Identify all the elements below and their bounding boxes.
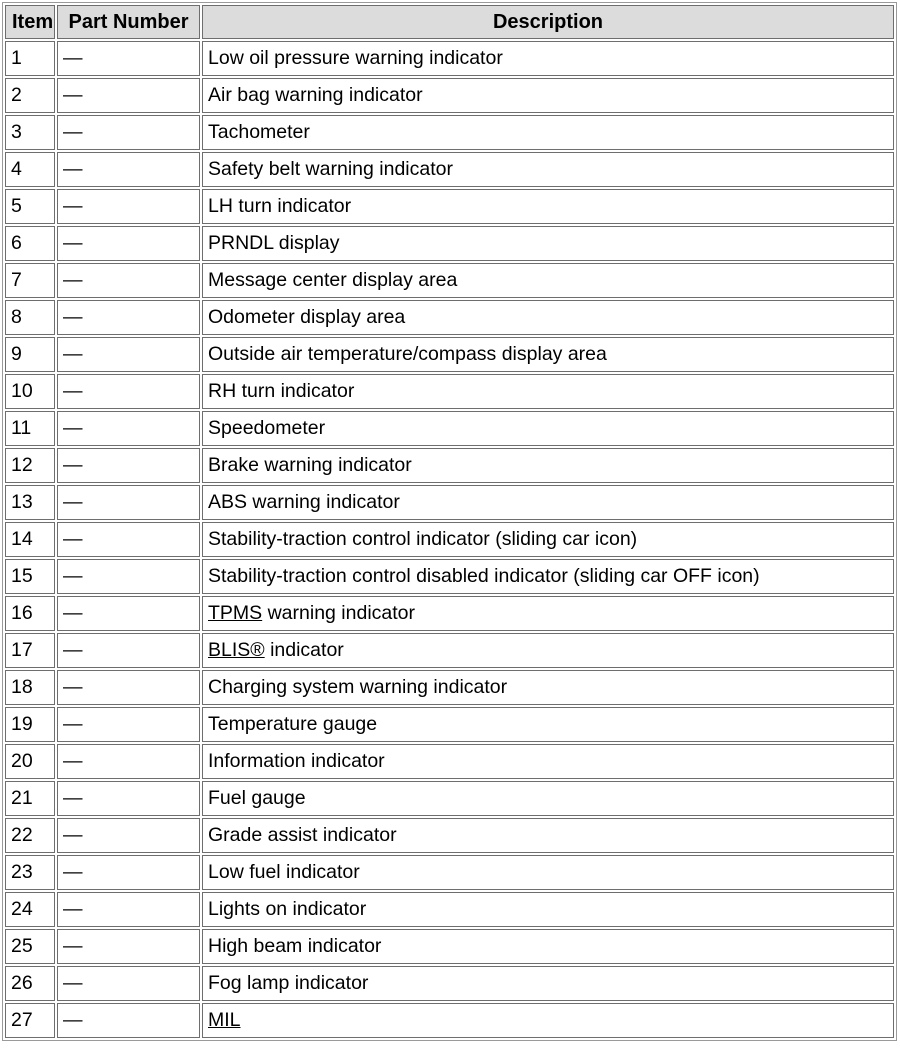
description-text: RH turn indicator	[208, 380, 355, 402]
description-cell	[202, 152, 894, 187]
table-row	[5, 522, 894, 557]
item-cell: 19	[5, 707, 55, 742]
part-number-cell: —	[57, 855, 200, 890]
table-row	[5, 78, 894, 113]
description-text: Low oil pressure warning indicator	[208, 47, 503, 69]
item-cell: 4	[5, 152, 55, 187]
description-cell	[202, 966, 894, 1001]
part-number-cell: —	[57, 152, 200, 187]
description-cell	[202, 300, 894, 335]
part-number-cell: —	[57, 374, 200, 409]
item-cell: 26	[5, 966, 55, 1001]
part-number-cell: —	[57, 337, 200, 372]
table-row	[5, 596, 894, 631]
description-text: indicator	[264, 639, 344, 661]
part-number-cell: —	[57, 744, 200, 779]
description-text: Stability-traction control indicator (sliding car icon)	[208, 528, 638, 550]
table-row	[5, 781, 894, 816]
part-number-cell: —	[57, 411, 200, 446]
description-cell	[202, 818, 894, 853]
item-cell: 11	[5, 411, 55, 446]
description-text: Speedometer	[208, 417, 326, 439]
description-text: High beam indicator	[208, 935, 382, 957]
description-text: Information indicator	[208, 750, 385, 772]
table-row	[5, 374, 894, 409]
item-cell: 2	[5, 78, 55, 113]
item-cell: 9	[5, 337, 55, 372]
part-number-cell: —	[57, 818, 200, 853]
description-text: Charging system warning indicator	[208, 676, 508, 698]
table-row	[5, 744, 894, 779]
description-text: Stability-traction control disabled indicator (sliding car OFF icon)	[208, 565, 760, 587]
description-cell	[202, 41, 894, 76]
description-text: Brake warning indicator	[208, 454, 412, 476]
glossary-link[interactable]: BLIS®	[208, 639, 265, 661]
part-number-cell: —	[57, 78, 200, 113]
table-header-row	[5, 5, 894, 39]
description-text: Air bag warning indicator	[208, 84, 423, 106]
description-cell	[202, 670, 894, 705]
header-item: Item	[5, 5, 55, 39]
description-text: LH turn indicator	[208, 195, 352, 217]
part-number-cell: —	[57, 263, 200, 298]
description-cell	[202, 855, 894, 890]
description-cell	[202, 892, 894, 927]
description-text: warning indicator	[262, 602, 416, 624]
table-row	[5, 892, 894, 927]
table-row	[5, 855, 894, 890]
item-cell: 15	[5, 559, 55, 594]
description-cell	[202, 1003, 894, 1038]
item-cell: 17	[5, 633, 55, 668]
table-row	[5, 818, 894, 853]
part-number-cell: —	[57, 559, 200, 594]
description-text: Temperature gauge	[208, 713, 378, 735]
header-description: Description	[202, 5, 894, 39]
description-cell	[202, 263, 894, 298]
table-row	[5, 559, 894, 594]
description-text: Outside air temperature/compass display area	[208, 343, 607, 365]
table-row	[5, 337, 894, 372]
table-row	[5, 485, 894, 520]
description-cell	[202, 707, 894, 742]
part-number-cell: —	[57, 189, 200, 224]
item-cell: 6	[5, 226, 55, 261]
description-text: Lights on indicator	[208, 898, 367, 920]
description-cell	[202, 633, 894, 668]
part-number-cell: —	[57, 929, 200, 964]
part-number-cell: —	[57, 1003, 200, 1038]
description-text: Fog lamp indicator	[208, 972, 369, 994]
part-number-cell: —	[57, 707, 200, 742]
table-body	[5, 41, 894, 1038]
description-text: Low fuel indicator	[208, 861, 360, 883]
part-number-cell: —	[57, 966, 200, 1001]
glossary-link[interactable]: TPMS	[208, 602, 263, 624]
item-cell: 24	[5, 892, 55, 927]
table-row	[5, 670, 894, 705]
description-cell	[202, 596, 894, 631]
description-cell	[202, 374, 894, 409]
part-number-cell: —	[57, 485, 200, 520]
item-cell: 1	[5, 41, 55, 76]
table-row	[5, 152, 894, 187]
description-cell	[202, 744, 894, 779]
table-row	[5, 189, 894, 224]
description-text: Safety belt warning indicator	[208, 158, 453, 180]
table-row	[5, 966, 894, 1001]
part-number-cell: —	[57, 41, 200, 76]
description-cell	[202, 411, 894, 446]
description-text: ABS warning indicator	[208, 491, 400, 513]
description-cell	[202, 559, 894, 594]
part-number-cell: —	[57, 448, 200, 483]
description-cell	[202, 485, 894, 520]
table-row	[5, 226, 894, 261]
part-number-cell: —	[57, 670, 200, 705]
item-cell: 21	[5, 781, 55, 816]
item-cell: 12	[5, 448, 55, 483]
description-text: Fuel gauge	[208, 787, 306, 809]
part-number-cell: —	[57, 226, 200, 261]
header-part-number: Part Number	[57, 5, 200, 39]
part-number-cell: —	[57, 300, 200, 335]
table-row	[5, 1003, 894, 1038]
description-cell	[202, 78, 894, 113]
description-cell	[202, 226, 894, 261]
description-text: PRNDL display	[208, 232, 340, 254]
item-cell: 13	[5, 485, 55, 520]
item-cell: 27	[5, 1003, 55, 1038]
table-row	[5, 448, 894, 483]
description-cell	[202, 337, 894, 372]
item-cell: 16	[5, 596, 55, 631]
description-cell	[202, 781, 894, 816]
glossary-link[interactable]: MIL	[208, 1009, 241, 1031]
table-row	[5, 300, 894, 335]
table-row	[5, 411, 894, 446]
table-row	[5, 707, 894, 742]
table-row	[5, 929, 894, 964]
item-cell: 5	[5, 189, 55, 224]
part-number-cell: —	[57, 781, 200, 816]
item-cell: 20	[5, 744, 55, 779]
part-number-cell: —	[57, 115, 200, 150]
item-cell: 25	[5, 929, 55, 964]
part-number-cell: —	[57, 596, 200, 631]
item-cell: 14	[5, 522, 55, 557]
description-text: Odometer display area	[208, 306, 406, 328]
part-number-cell: —	[57, 892, 200, 927]
item-cell: 8	[5, 300, 55, 335]
table-row	[5, 263, 894, 298]
part-number-cell: —	[57, 522, 200, 557]
item-cell: 10	[5, 374, 55, 409]
description-cell	[202, 189, 894, 224]
description-cell	[202, 448, 894, 483]
item-cell: 23	[5, 855, 55, 890]
table-row	[5, 633, 894, 668]
item-cell: 3	[5, 115, 55, 150]
table-row	[5, 41, 894, 76]
parts-table	[2, 2, 897, 1041]
description-text: Grade assist indicator	[208, 824, 397, 846]
description-text: Message center display area	[208, 269, 458, 291]
item-cell: 7	[5, 263, 55, 298]
description-cell	[202, 522, 894, 557]
item-cell: 18	[5, 670, 55, 705]
description-cell	[202, 929, 894, 964]
description-text: Tachometer	[208, 121, 310, 143]
part-number-cell: —	[57, 633, 200, 668]
description-cell	[202, 115, 894, 150]
item-cell: 22	[5, 818, 55, 853]
table-row	[5, 115, 894, 150]
